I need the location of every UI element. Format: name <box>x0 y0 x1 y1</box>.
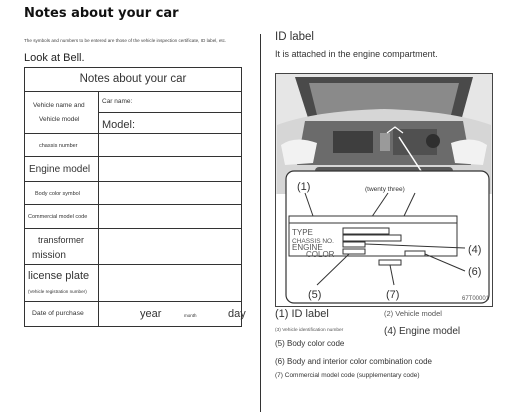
color-box <box>343 249 365 254</box>
right-headlight <box>451 139 487 165</box>
license-sub-label: (Vehicle registration number) <box>28 289 87 294</box>
marker-5: (5) <box>308 289 322 301</box>
vehicle-model-label: Vehicle model <box>39 116 80 123</box>
engine-box <box>343 242 365 247</box>
license-label: license plate <box>28 270 90 282</box>
row-chassis <box>25 134 241 157</box>
caption-commercial-code: (7) Commercial model code (supplementary code) <box>275 372 420 379</box>
vehicle-model-box <box>343 228 389 234</box>
transmission-cell[interactable] <box>99 229 241 264</box>
label-cell <box>25 157 99 181</box>
marker-6: (6) <box>468 266 482 278</box>
row-commercial-code <box>25 205 241 229</box>
vin-box <box>343 235 401 241</box>
id-label-heading: ID label <box>275 31 314 43</box>
chassis-label: chassis number <box>39 143 78 149</box>
commercial-code-cell[interactable] <box>99 205 241 228</box>
purchase-date-label: Date of purchase <box>32 310 84 317</box>
row-transmission <box>25 229 241 265</box>
caption-color-combination: (6) Body and interior color combination code <box>275 357 432 366</box>
marker-4: (4) <box>468 244 482 256</box>
plate-chassis-label: CHASSIS NO. <box>292 238 334 245</box>
left-headlight <box>281 139 317 165</box>
car-name-field: Car name: <box>102 98 133 105</box>
label-cell <box>25 265 99 301</box>
plate-type-label: TYPE <box>292 228 313 237</box>
commercial-code-box <box>379 260 401 265</box>
body-color-cell[interactable] <box>99 182 241 204</box>
row-license <box>25 265 241 302</box>
day-unit: day <box>228 308 246 320</box>
notes-table-heading: Notes about your car <box>25 68 241 92</box>
caption-body-color: (5) Body color code <box>275 339 345 348</box>
label-cell <box>25 302 99 326</box>
marker-twenty-three: (twenty three) <box>365 186 405 193</box>
label-cell <box>25 205 99 228</box>
row-vehicle-name <box>25 91 241 134</box>
page-title: Notes about your car <box>24 6 179 21</box>
label-cell <box>25 91 99 133</box>
commercial-code-label: Commercial model code <box>28 214 88 220</box>
caption-engine-model: (4) Engine model <box>384 326 461 337</box>
figure-svg <box>275 73 493 307</box>
trim-code-box <box>405 251 425 256</box>
figure-code: 67T00001 <box>462 296 490 302</box>
intro-note: The symbols and numbers to be entered are those of the vehicle inspection certificate, ID label, etc. <box>24 38 227 43</box>
year-unit: year <box>140 308 162 320</box>
engine-model-cell[interactable] <box>99 157 241 181</box>
engine-model-label: Engine model <box>29 164 91 175</box>
body-color-label: Body color symbol <box>35 191 80 197</box>
label-cell <box>25 134 99 156</box>
label-cell <box>25 182 99 204</box>
id-label-location-text: It is attached in the engine compartment. <box>275 49 438 59</box>
month-unit: month <box>184 313 197 318</box>
vehicle-name-label: Vehicle name and <box>33 102 85 109</box>
vehicle-name-cell[interactable] <box>99 91 241 133</box>
cell-divider <box>99 112 241 113</box>
row-engine-model <box>25 157 241 182</box>
chassis-cell[interactable] <box>99 134 241 156</box>
look-at-text: Look at Bell. <box>24 52 85 64</box>
marker-1: (1) <box>297 181 311 193</box>
caption-vehicle-model: (2) Vehicle model <box>384 309 442 318</box>
transformer-label: transformer <box>38 235 85 245</box>
notes-table <box>24 67 246 327</box>
row-purchase-date <box>25 302 246 326</box>
marker-7: (7) <box>386 289 400 301</box>
id-label-figure <box>275 73 493 307</box>
license-cell[interactable] <box>99 265 241 301</box>
plate-color-label: COLOR <box>306 250 335 259</box>
plate-engine-label: ENGINE <box>292 243 323 252</box>
caption-id-label: (1) ID label <box>275 308 329 320</box>
row-body-color <box>25 182 241 205</box>
purchase-date-cell[interactable] <box>99 302 246 326</box>
mission-label: mission <box>32 250 66 261</box>
caption-vin: (3) Vehicle identification number <box>275 328 344 333</box>
column-divider <box>260 34 261 412</box>
model-field: Model: <box>102 119 136 131</box>
label-cell <box>25 229 99 264</box>
